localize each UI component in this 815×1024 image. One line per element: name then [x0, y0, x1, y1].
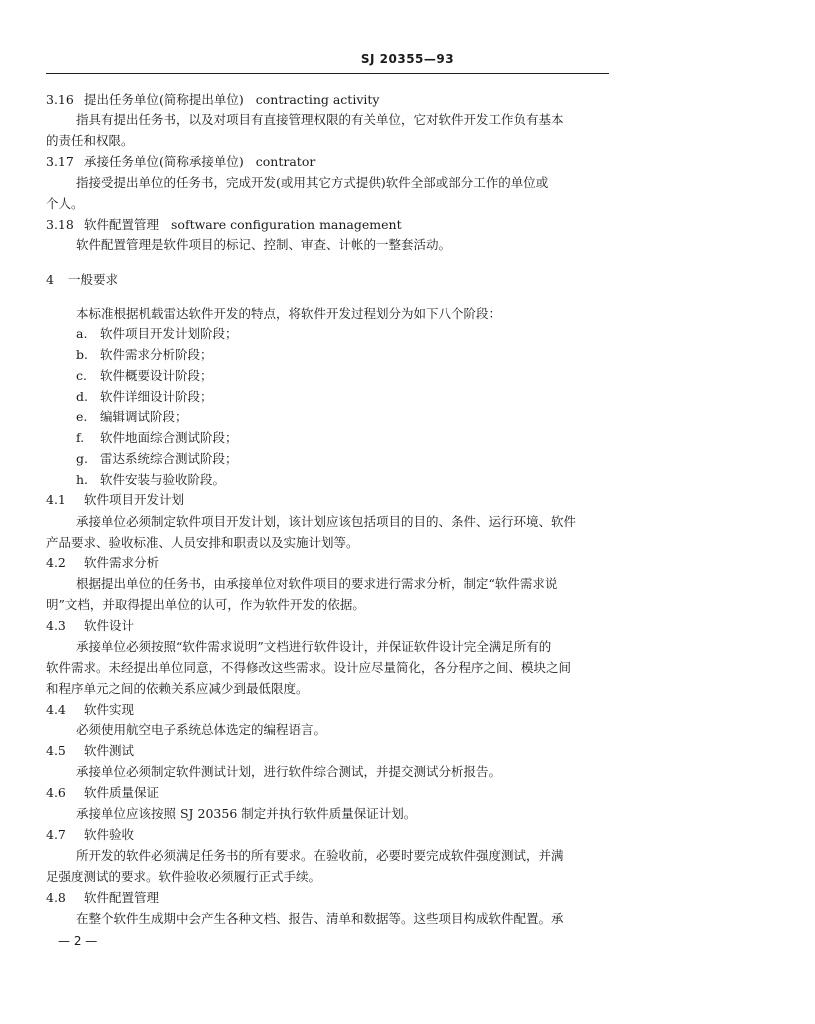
paragraph-line: 根据提出单位的任务书，由承接单位对软件项目的要求进行需求分析，制定“软件需求说 [76, 576, 558, 591]
section-title: 软件配置管理 [84, 890, 160, 905]
section-4-2-heading [46, 555, 159, 571]
section-title: 软件实现 [84, 702, 135, 717]
paragraph-line: 所开发的软件必须满足任务书的所有要求。在验收前，必要时要完成软件强度测试，并满 [76, 848, 564, 863]
section-number: 4.7 [46, 827, 66, 842]
section-number: 4.6 [46, 785, 66, 800]
section-4-6-heading [46, 785, 159, 801]
section-3-16-heading [46, 92, 379, 108]
section-title: 软件设计 [84, 618, 135, 633]
section-title-en: contrator [255, 154, 316, 169]
section-4-5-heading [46, 743, 134, 759]
paragraph-line: 承接单位必须制定软件测试计划，进行软件综合测试，并提交测试分析报告。 [76, 764, 502, 779]
section-title-en: software configuration management [171, 217, 402, 232]
paragraph-line: 承接单位必须制定软件项目开发计划，该计划应该包括项目的目的、条件、运行环境、软件 [76, 514, 577, 529]
list-item: c. 软件概要设计阶段； [76, 368, 213, 383]
paragraph-line: 指具有提出任务书，以及对项目有直接管理权限的有关单位，它对软件开发工作负有基本 [76, 112, 564, 127]
list-item: a. 软件项目开发计划阶段； [76, 326, 238, 341]
section-4-heading [46, 272, 118, 288]
section-title: 软件项目开发计划 [84, 492, 185, 507]
paragraph-line: 个人。 [46, 196, 84, 211]
header-rule [46, 73, 609, 74]
section-number: 4.4 [46, 702, 66, 717]
list-item: e. 编辑调试阶段； [76, 409, 188, 424]
section-title: 软件验收 [84, 827, 135, 842]
section-number: 3.18 [46, 217, 74, 232]
section-4-1-heading [46, 492, 184, 508]
section-4-7-heading [46, 827, 134, 843]
paragraph-line: 承接单位必须按照“软件需求说明”文档进行软件设计，并保证软件设计完全满足所有的 [76, 639, 552, 654]
section-title-en: contracting activity [255, 92, 380, 107]
page-header: SJ 20355—93 [360, 52, 455, 66]
list-item: b. 软件需求分析阶段； [76, 347, 213, 362]
section-number: 4 [46, 272, 54, 287]
section-3-17-heading [46, 154, 315, 170]
paragraph-line: 本标准根据机载雷达软件开发的特点，将软件开发过程划分为如下八个阶段： [76, 306, 502, 321]
section-title: 软件需求分析 [84, 555, 160, 570]
paragraph-line: 明”文档，并取得提出单位的认可，作为软件开发的依据。 [46, 597, 365, 612]
section-title: 提出任务单位(简称提出单位) [84, 92, 244, 107]
section-4-4-heading [46, 702, 134, 718]
paragraph-line: 的责任和权限。 [46, 133, 134, 148]
paragraph-line: 产品要求、验收标准、人员安排和职责以及实施计划等。 [46, 535, 359, 550]
list-item: g. 雷达系统综合测试阶段； [76, 451, 238, 466]
paragraph-line: 和程序单元之间的依赖关系应减少到最低限度。 [46, 681, 309, 696]
paragraph-line: 指接受提出单位的任务书，完成开发(或用其它方式提供)软件全部或部分工作的单位或 [76, 175, 549, 190]
section-number: 4.1 [46, 492, 66, 507]
section-title: 软件质量保证 [84, 785, 160, 800]
section-number: 4.5 [46, 743, 66, 758]
section-number: 4.2 [46, 555, 66, 570]
list-item: f. 软件地面综合测试阶段； [76, 430, 238, 445]
section-title: 一般要求 [68, 272, 119, 287]
section-4-3-heading [46, 618, 134, 634]
section-title: 软件测试 [84, 743, 135, 758]
section-3-18-heading [46, 217, 402, 233]
section-title: 软件配置管理 [84, 217, 160, 232]
section-number: 4.3 [46, 618, 66, 633]
section-number: 4.8 [46, 890, 66, 905]
paragraph-line: 软件配置管理是软件项目的标记、控制、审查、计帐的一整套活动。 [76, 237, 452, 252]
paragraph-line: 足强度测试的要求。软件验收必须履行正式手续。 [46, 869, 322, 884]
section-title: 承接任务单位(简称承接单位) [84, 154, 244, 169]
section-number: 3.16 [46, 92, 74, 107]
list-item: h. 软件安装与验收阶段。 [76, 472, 226, 487]
page-number: — 2 — [58, 934, 98, 948]
section-4-8-heading [46, 890, 159, 906]
section-number: 3.17 [46, 154, 74, 169]
list-item: d. 软件详细设计阶段； [76, 389, 213, 404]
paragraph-line: 承接单位应该按照 SJ 20356 制定并执行软件质量保证计划。 [76, 806, 417, 821]
paragraph-line: 在整个软件生成期中会产生各种文档、报告、清单和数据等。这些项目构成软件配置。承 [76, 911, 564, 926]
paragraph-line: 软件需求。未经提出单位同意，不得修改这些需求。设计应尽量简化，各分程序之间、模块之间 [46, 660, 572, 675]
paragraph-line: 必须使用航空电子系统总体选定的编程语言。 [76, 722, 327, 737]
